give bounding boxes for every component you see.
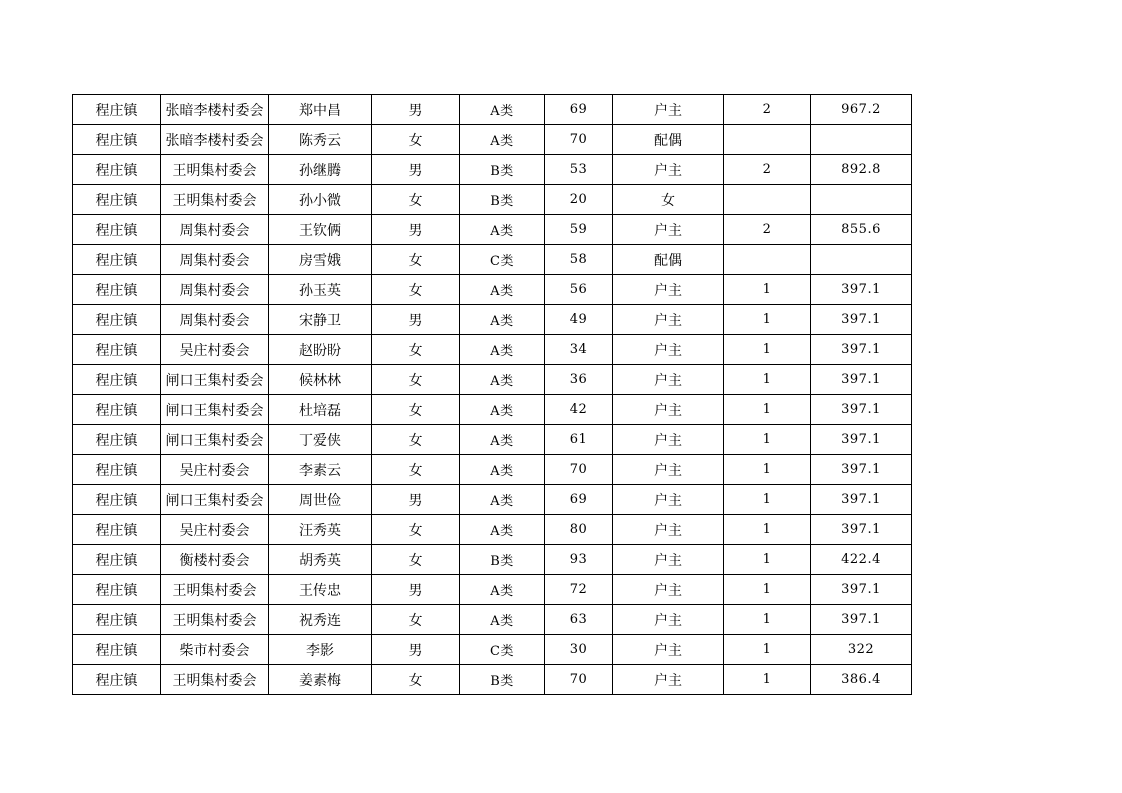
table-row	[73, 515, 912, 545]
gender-cell: 男	[372, 305, 460, 335]
household-size-cell	[724, 125, 811, 155]
household-size-cell: 1	[724, 275, 811, 305]
age-cell: 20	[545, 185, 613, 215]
gender-cell: 女	[372, 365, 460, 395]
table-row	[73, 185, 912, 215]
table-row	[73, 575, 912, 605]
name-cell: 王传忠	[269, 575, 372, 605]
table-row	[73, 365, 912, 395]
table-row	[73, 245, 912, 275]
gender-cell: 女	[372, 125, 460, 155]
relation-cell: 户主	[613, 575, 724, 605]
household-size-cell: 1	[724, 635, 811, 665]
relation-cell: 配偶	[613, 245, 724, 275]
gender-cell: 女	[372, 665, 460, 695]
village-cell: 周集村委会	[161, 275, 269, 305]
amount-cell: 397.1	[811, 605, 912, 635]
town-cell: 程庄镇	[73, 215, 161, 245]
relation-cell: 户主	[613, 425, 724, 455]
name-cell: 李影	[269, 635, 372, 665]
name-cell: 赵盼盼	[269, 335, 372, 365]
town-cell: 程庄镇	[73, 95, 161, 125]
village-cell: 周集村委会	[161, 305, 269, 335]
gender-cell: 女	[372, 185, 460, 215]
relation-cell: 户主	[613, 665, 724, 695]
category-cell: A类	[460, 275, 545, 305]
town-cell: 程庄镇	[73, 455, 161, 485]
town-cell: 程庄镇	[73, 275, 161, 305]
category-cell: C类	[460, 635, 545, 665]
name-cell: 孙玉英	[269, 275, 372, 305]
amount-cell	[811, 185, 912, 215]
gender-cell: 女	[372, 515, 460, 545]
table-row	[73, 215, 912, 245]
category-cell: A类	[460, 455, 545, 485]
relation-cell: 户主	[613, 365, 724, 395]
table-row	[73, 125, 912, 155]
name-cell: 祝秀连	[269, 605, 372, 635]
gender-cell: 男	[372, 215, 460, 245]
gender-cell: 男	[372, 485, 460, 515]
relation-cell: 户主	[613, 545, 724, 575]
name-cell: 姜素梅	[269, 665, 372, 695]
household-size-cell: 2	[724, 215, 811, 245]
town-cell: 程庄镇	[73, 485, 161, 515]
age-cell: 61	[545, 425, 613, 455]
town-cell: 程庄镇	[73, 245, 161, 275]
village-cell: 王明集村委会	[161, 155, 269, 185]
table-row	[73, 425, 912, 455]
category-cell: A类	[460, 305, 545, 335]
household-size-cell: 1	[724, 335, 811, 365]
village-cell: 周集村委会	[161, 245, 269, 275]
village-cell: 闸口王集村委会	[161, 425, 269, 455]
amount-cell: 397.1	[811, 395, 912, 425]
village-cell: 王明集村委会	[161, 605, 269, 635]
table-row	[73, 455, 912, 485]
household-size-cell: 1	[724, 395, 811, 425]
town-cell: 程庄镇	[73, 575, 161, 605]
name-cell: 汪秀英	[269, 515, 372, 545]
relation-cell: 户主	[613, 305, 724, 335]
age-cell: 53	[545, 155, 613, 185]
category-cell: A类	[460, 425, 545, 455]
gender-cell: 男	[372, 635, 460, 665]
name-cell: 周世俭	[269, 485, 372, 515]
household-size-cell: 1	[724, 515, 811, 545]
amount-cell: 397.1	[811, 335, 912, 365]
category-cell: B类	[460, 185, 545, 215]
table-row	[73, 95, 912, 125]
age-cell: 69	[545, 95, 613, 125]
category-cell: B类	[460, 545, 545, 575]
age-cell: 70	[545, 455, 613, 485]
gender-cell: 女	[372, 455, 460, 485]
household-size-cell: 1	[724, 605, 811, 635]
name-cell: 宋静卫	[269, 305, 372, 335]
town-cell: 程庄镇	[73, 665, 161, 695]
town-cell: 程庄镇	[73, 605, 161, 635]
name-cell: 孙小微	[269, 185, 372, 215]
village-cell: 周集村委会	[161, 215, 269, 245]
household-size-cell	[724, 185, 811, 215]
relation-cell: 户主	[613, 515, 724, 545]
name-cell: 胡秀英	[269, 545, 372, 575]
village-cell: 吴庄村委会	[161, 335, 269, 365]
gender-cell: 女	[372, 605, 460, 635]
town-cell: 程庄镇	[73, 545, 161, 575]
town-cell: 程庄镇	[73, 335, 161, 365]
category-cell: A类	[460, 575, 545, 605]
household-size-cell: 1	[724, 485, 811, 515]
village-cell: 闸口王集村委会	[161, 365, 269, 395]
category-cell: A类	[460, 515, 545, 545]
village-cell: 闸口王集村委会	[161, 395, 269, 425]
age-cell: 93	[545, 545, 613, 575]
town-cell: 程庄镇	[73, 305, 161, 335]
amount-cell: 422.4	[811, 545, 912, 575]
household-size-cell: 1	[724, 365, 811, 395]
age-cell: 69	[545, 485, 613, 515]
village-cell: 王明集村委会	[161, 185, 269, 215]
village-cell: 张暗李楼村委会	[161, 125, 269, 155]
name-cell: 陈秀云	[269, 125, 372, 155]
table-row	[73, 635, 912, 665]
household-size-cell: 2	[724, 155, 811, 185]
town-cell: 程庄镇	[73, 365, 161, 395]
household-size-cell: 1	[724, 545, 811, 575]
household-size-cell: 1	[724, 665, 811, 695]
age-cell: 49	[545, 305, 613, 335]
relation-cell: 户主	[613, 485, 724, 515]
relation-cell: 户主	[613, 635, 724, 665]
amount-cell	[811, 125, 912, 155]
village-cell: 柴市村委会	[161, 635, 269, 665]
relation-cell: 户主	[613, 275, 724, 305]
name-cell: 孙继腾	[269, 155, 372, 185]
household-size-cell: 1	[724, 305, 811, 335]
town-cell: 程庄镇	[73, 395, 161, 425]
village-cell: 张暗李楼村委会	[161, 95, 269, 125]
amount-cell: 397.1	[811, 365, 912, 395]
town-cell: 程庄镇	[73, 425, 161, 455]
amount-cell: 397.1	[811, 425, 912, 455]
gender-cell: 女	[372, 335, 460, 365]
table-row	[73, 605, 912, 635]
amount-cell: 322	[811, 635, 912, 665]
category-cell: A类	[460, 395, 545, 425]
category-cell: B类	[460, 155, 545, 185]
table-row	[73, 335, 912, 365]
category-cell: A类	[460, 485, 545, 515]
gender-cell: 男	[372, 155, 460, 185]
age-cell: 72	[545, 575, 613, 605]
gender-cell: 男	[372, 575, 460, 605]
relation-cell: 户主	[613, 215, 724, 245]
table-row	[73, 665, 912, 695]
relation-cell: 女	[613, 185, 724, 215]
name-cell: 房雪娥	[269, 245, 372, 275]
age-cell: 80	[545, 515, 613, 545]
amount-cell: 397.1	[811, 455, 912, 485]
category-cell: B类	[460, 665, 545, 695]
gender-cell: 女	[372, 395, 460, 425]
age-cell: 70	[545, 665, 613, 695]
table-body	[73, 95, 912, 695]
town-cell: 程庄镇	[73, 155, 161, 185]
category-cell: A类	[460, 95, 545, 125]
table-row	[73, 545, 912, 575]
relation-cell: 配偶	[613, 125, 724, 155]
category-cell: A类	[460, 365, 545, 395]
age-cell: 56	[545, 275, 613, 305]
amount-cell: 397.1	[811, 485, 912, 515]
category-cell: A类	[460, 125, 545, 155]
village-cell: 衡楼村委会	[161, 545, 269, 575]
name-cell: 王钦俩	[269, 215, 372, 245]
amount-cell: 397.1	[811, 275, 912, 305]
village-cell: 吴庄村委会	[161, 515, 269, 545]
name-cell: 郑中昌	[269, 95, 372, 125]
relation-cell: 户主	[613, 335, 724, 365]
table-row	[73, 395, 912, 425]
age-cell: 30	[545, 635, 613, 665]
age-cell: 63	[545, 605, 613, 635]
category-cell: A类	[460, 605, 545, 635]
gender-cell: 女	[372, 245, 460, 275]
village-cell: 吴庄村委会	[161, 455, 269, 485]
amount-cell: 386.4	[811, 665, 912, 695]
town-cell: 程庄镇	[73, 635, 161, 665]
village-cell: 闸口王集村委会	[161, 485, 269, 515]
village-cell: 王明集村委会	[161, 575, 269, 605]
name-cell: 候林林	[269, 365, 372, 395]
relation-cell: 户主	[613, 155, 724, 185]
table-row	[73, 305, 912, 335]
gender-cell: 女	[372, 545, 460, 575]
village-cell: 王明集村委会	[161, 665, 269, 695]
amount-cell: 397.1	[811, 515, 912, 545]
age-cell: 34	[545, 335, 613, 365]
table-row	[73, 275, 912, 305]
gender-cell: 女	[372, 275, 460, 305]
amount-cell: 855.6	[811, 215, 912, 245]
amount-cell	[811, 245, 912, 275]
relation-cell: 户主	[613, 455, 724, 485]
town-cell: 程庄镇	[73, 515, 161, 545]
gender-cell: 男	[372, 95, 460, 125]
household-size-cell: 1	[724, 575, 811, 605]
age-cell: 58	[545, 245, 613, 275]
data-table	[72, 94, 912, 695]
age-cell: 59	[545, 215, 613, 245]
name-cell: 杜培磊	[269, 395, 372, 425]
category-cell: C类	[460, 245, 545, 275]
gender-cell: 女	[372, 425, 460, 455]
amount-cell: 397.1	[811, 305, 912, 335]
household-size-cell: 2	[724, 95, 811, 125]
name-cell: 丁爱侠	[269, 425, 372, 455]
age-cell: 42	[545, 395, 613, 425]
table-row	[73, 485, 912, 515]
amount-cell: 967.2	[811, 95, 912, 125]
town-cell: 程庄镇	[73, 185, 161, 215]
amount-cell: 397.1	[811, 575, 912, 605]
household-size-cell	[724, 245, 811, 275]
household-size-cell: 1	[724, 455, 811, 485]
relation-cell: 户主	[613, 95, 724, 125]
relation-cell: 户主	[613, 395, 724, 425]
town-cell: 程庄镇	[73, 125, 161, 155]
amount-cell: 892.8	[811, 155, 912, 185]
age-cell: 70	[545, 125, 613, 155]
relation-cell: 户主	[613, 605, 724, 635]
name-cell: 李素云	[269, 455, 372, 485]
household-size-cell: 1	[724, 425, 811, 455]
category-cell: A类	[460, 335, 545, 365]
category-cell: A类	[460, 215, 545, 245]
age-cell: 36	[545, 365, 613, 395]
table-row	[73, 155, 912, 185]
